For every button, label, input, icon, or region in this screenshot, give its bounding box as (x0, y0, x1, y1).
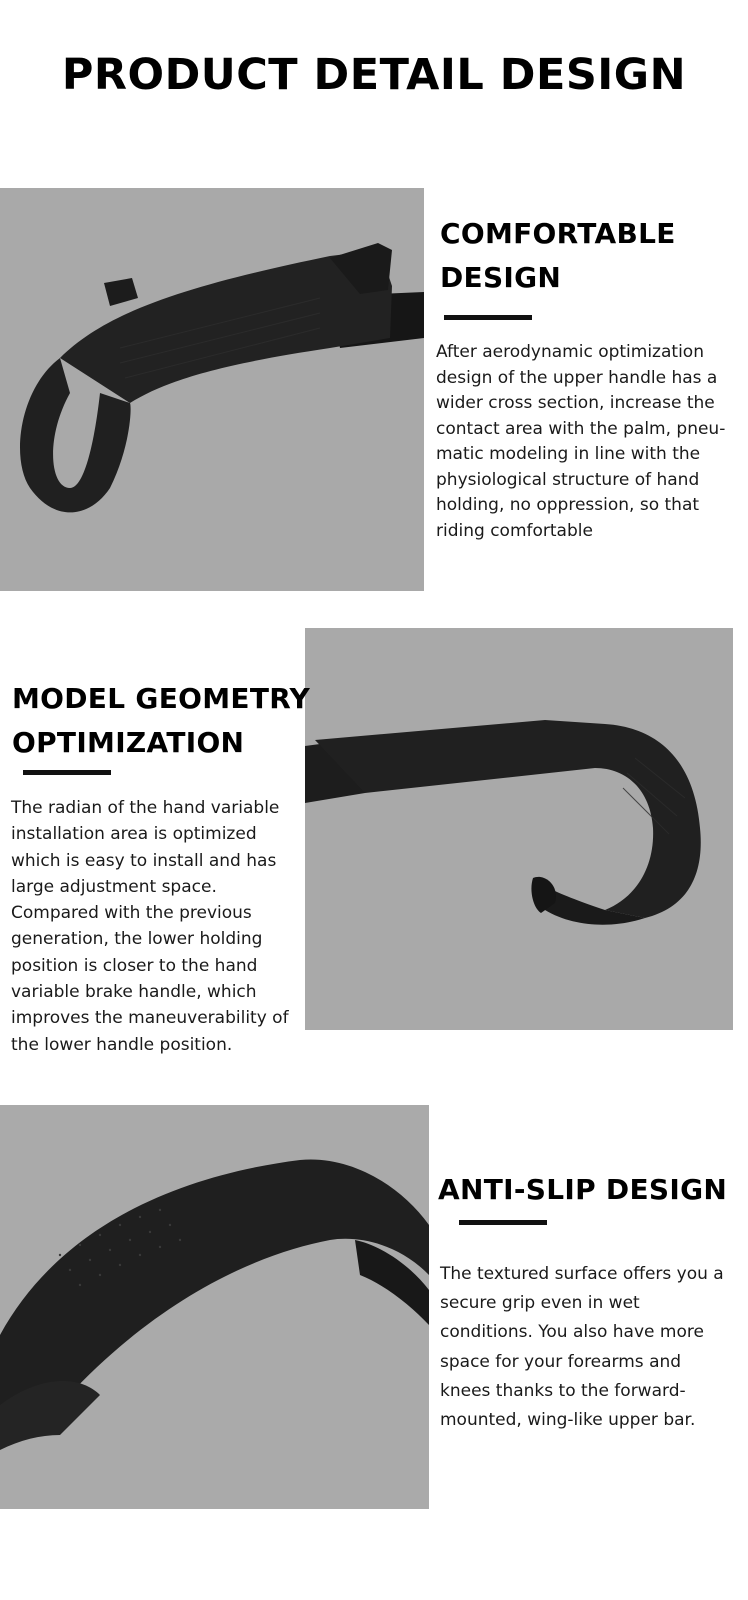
model-geometry-heading (12, 677, 312, 765)
handlebar-textured-illustration (0, 1105, 429, 1509)
model-geometry-divider (23, 770, 111, 775)
anti-slip-heading: ANTI-SLIP DESIGN (438, 1173, 728, 1206)
handlebar-drop-illustration (0, 188, 424, 591)
comfortable-design-photo (0, 188, 424, 591)
model-geometry-text: The radian of the hand variable installation area is optimized which is easy to install and has large adjustment space. Compared with the previous generation, the lower holding position is closer to the hand variable brake handle, which improves the maneuverability of the lower handle position. (11, 798, 289, 1055)
anti-slip-text: The textured surface offers you a secure grip even in wet conditions. You also have more space for your forearms and knees thanks to the forward-mounted, wing-like upper bar. (440, 1264, 724, 1431)
comfortable-design-heading-line2: DESIGN (440, 261, 562, 294)
model-geometry-heading-line1: MODEL GEOMETRY (12, 682, 311, 715)
anti-slip-divider (459, 1220, 547, 1225)
model-geometry-photo (305, 628, 733, 1030)
comfortable-design-text: After aerodynamic optimization design of the upper handle has a wider cross section, increase the contact area with the palm, pneu-matic modeling in line with the physiological structure of hand holding, no oppression, so that riding comfortable (436, 342, 726, 541)
handlebar-side-illustration (305, 628, 733, 1030)
comfortable-design-divider (444, 315, 532, 320)
anti-slip-photo (0, 1105, 429, 1509)
model-geometry-heading-line2: OPTIMIZATION (12, 726, 245, 759)
page-title: PRODUCT DETAIL DESIGN (61, 50, 687, 100)
comfortable-design-heading (440, 212, 740, 300)
comfortable-design-heading-line1: COMFORTABLE (440, 217, 676, 250)
